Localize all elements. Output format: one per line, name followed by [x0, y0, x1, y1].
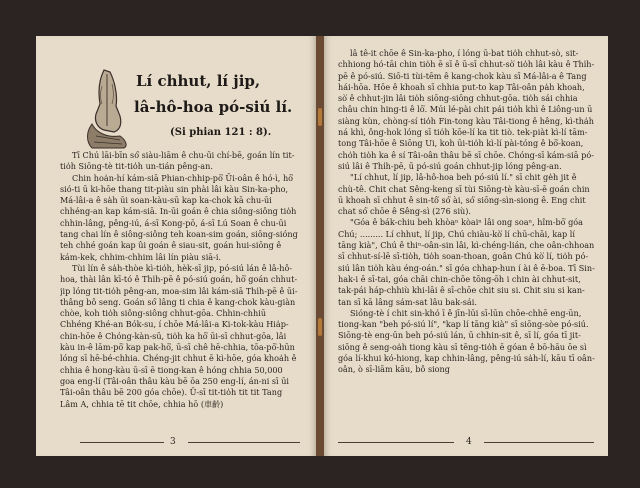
page-number-left: 3: [170, 437, 176, 447]
staple-top: [318, 108, 322, 126]
left-page: [36, 36, 316, 456]
right-paragraph: lâ tê-it chōe ê Sin-ka-pho, í lóng ū-bat tio̍h chhut-sò, sit-chhiong hó-tāi chin tio̍h ē sī ê ū-sī chhut-sò͘ tio̍h lâi kàu ê Thi̍h-pē ê pó-siú. Siō-ti tùi-tēm ê kang-chok kàu sī Má-lâi-a ê Tang hái-hōa. Hōe ê khoah sī chhia put-to kap Tâi-oân pa̍h khoah, sò͘ ê chhut-jin lâi tio̍h siōng-siōng chhut-gōa. tio̍h sái chhia châu chin hing-ti ê lō͘. Múi lé-pài chit pái tio̍h khì ê Liông-un ū siàng kùn, chòng-sí tio̍h Fin-tong kàu Tâi-tiong ê hêng, kì-tha̍h ná khì, ông-hok lóng sī tio̍h kōe-lí ka tit tiò. tek-piàt kì-lí tām-tong Tâi-hōe ê Siōng Ui, koh ūi-tio̍h kì-lí pài-tóng ê bō͘-koan, cho̍h tio̍h ka ê sí Tâi-oân thâu bē sī chōe. Chóng-sī kám-siā pó-siú lâi ê Thi̍h-pē, ū pó-siú goán chhut-jip lóng pêng-an.: [338, 48, 595, 171]
left-paragraph: Tùi lín ê sa̍h-thòe kì-tio̍h, hèk-sī jip, pó-siú lán ê lâ-hô-hoa, thài lân kī-tó ê Thi̍h-pē ê pó-siú goán, hō͘ goán chhut-jip lóng tit-tio̍h pêng-an, moa-sim lâi kám-siā Thi̍h-pē ê ūi-thâng bô seng. Goán só͘ lâng ti chia ê kang-chok kàu-giàn chòe, koh tio̍h siông-siông chhut-gōa. Chhin-chhiū Chhéng Khé-an Bók-su, í chōe Má-lâi-a Ki-tok-kàu Hia̍p-chin-hōe ê Chóng-kàn-sū, tio̍h ka hō͘ ūi-sī chhut-gōa, lâi kàu in-ê lām-pō͘ kap pak-hō͘, ū-sī chê hē-chhia, tōa-pō͘-hūn lóng sī hē-bé-chhia. Chéng-jit chhut ē kì-hōe, góa khoa̍h ê chhia ê hong-kàu ū-sī ē tiong-kan ê hóng chhia 50,000 goa eng-lí (Tâi-oân thâu kàu bē ōa 250 eng-lí, án-ni sī ūi Tâi-oân thâu bē 200 góa chōe). Ū-sī tit-tio̍h tit tit Tang Lâm A, chhia tē tit chōe, chhia hō (車齡): [60, 262, 298, 409]
sermon-title-line-1: Lí chhut, lí jip,: [136, 72, 261, 90]
right-paragraph: "Lí chhut, lí jip, lâ-hô-hoa beh pó-siú lí." sī chit ge̍h jit ê chù-tê. Chit chat Sêng-keng sī tùi Siōng-tè kàu-sī-ē goán chin ū khoah sī chhut ê sin-tô͘ só͘ ài, só͘ siōng-sìn-siong ê. Eng chit chat só͘ chōe ê Sêng-sì (276 siù).: [338, 172, 590, 217]
right-paragraph: "Góa ê bák-chiu beh khòaⁿ kòaiⁿ lâi ong soaⁿ, hîm-bō͘ góa Chú; ......... Lí chhut, lí jip, Chú chiàu-kò͘ lí chū-chāi, kap lí tāng kià", Chú ê thiⁿ-oân-sin lâi, kì-chéng-lián, che oân-chhoan sī chhut-sí-lē sī-tio̍h, tio̍h soan-thoan, goân Chú kò͘ lí, tio̍h pó-siú lân tio̍h kàu éng-oán." sī góa chhap-hun í ài ê ē-boa. Tī Sin-hak-i ē sī-tai, góa chāi chin-chōe tōng-ōh i chin ài chhut-sit, tak-pái háp-chhiù khi-lāi ê sī-chōe chit siu si. Chit siu si kan-tan sī kā lâng sám-sat lâu bak-sái.: [338, 217, 595, 307]
left-paragraph: Chin hoa̍n-hí kám-siā Phian-chhip-pō͘ Ūi-oân ê hó-ì, hō͘ sió-ti ū ki-hōe thang tit-piàu sin phài lâi kàu Sin-ka-pho, Má-lâi-a ê sa̍h ūi soan-kàu-sū kap ka-chok kā chu-ūi chhéng-an kap kám-siā. In-ūi goán ê chia siông-siông tio̍h chhin-lâng, pêng-iú, á-sī Kong-pō, á-sī Lú Soan ê chu-ūi tang chai lín ê siông-siông teh koan-sim goán, siōng-sióng teh chhé goán kap ûi goán ê siau-sit, goán hui-siōng ê kám-kek, chhim-chhim lâi lín piàu siā-i.: [60, 172, 298, 262]
sermon-title-line-2: lâ-hô-hoa pó-siú lí.: [134, 98, 293, 116]
footer-rule-right: [484, 442, 594, 443]
right-page: [324, 36, 608, 456]
staple-bottom: [318, 318, 322, 336]
book-gutter: [316, 36, 324, 456]
footer-rule-left: [80, 442, 164, 443]
booklet-spread: [36, 36, 608, 456]
left-body-text: [60, 150, 298, 428]
left-paragraph: Tī Chú lāi-bīn só͘ siàu-liām ê chu-ūi chí-bē, goán lín tit-tio̍h Siōng-tè tit-tio̍h un-tián pêng-an.: [60, 150, 295, 172]
footer-rule-left: [338, 442, 454, 443]
right-paragraph: Sióng-tè í chit sin-khó ī ê jīn-lūi sī-lūn chōe-chhē eng-ūn, tiong-kan "beh pó-siú lí", "kap lí tāng kià" sī siōng-sòe pó-siú. Siōng-tè eng-ūn beh pó-siú lán, ū chhin-sit ê, sī lí, góa tī jit-siōng ê seng-oa̍h tiong kàu sī tēng-tio̍h ē góan ê bō-hāu ōe sì góa lí-khui kó-hiong, kap chhin-lâng, pêng-iú sa̍h-lí, kāu tī oân-oân, ò sī-liām kāu, bô siong: [338, 307, 595, 375]
page-number-right: 4: [466, 437, 472, 447]
praying-hands-icon: [80, 66, 136, 150]
scripture-reference: (Si phian 121 : 8).: [170, 127, 272, 138]
right-body-text: [338, 48, 596, 432]
footer-rule-right: [188, 442, 300, 443]
